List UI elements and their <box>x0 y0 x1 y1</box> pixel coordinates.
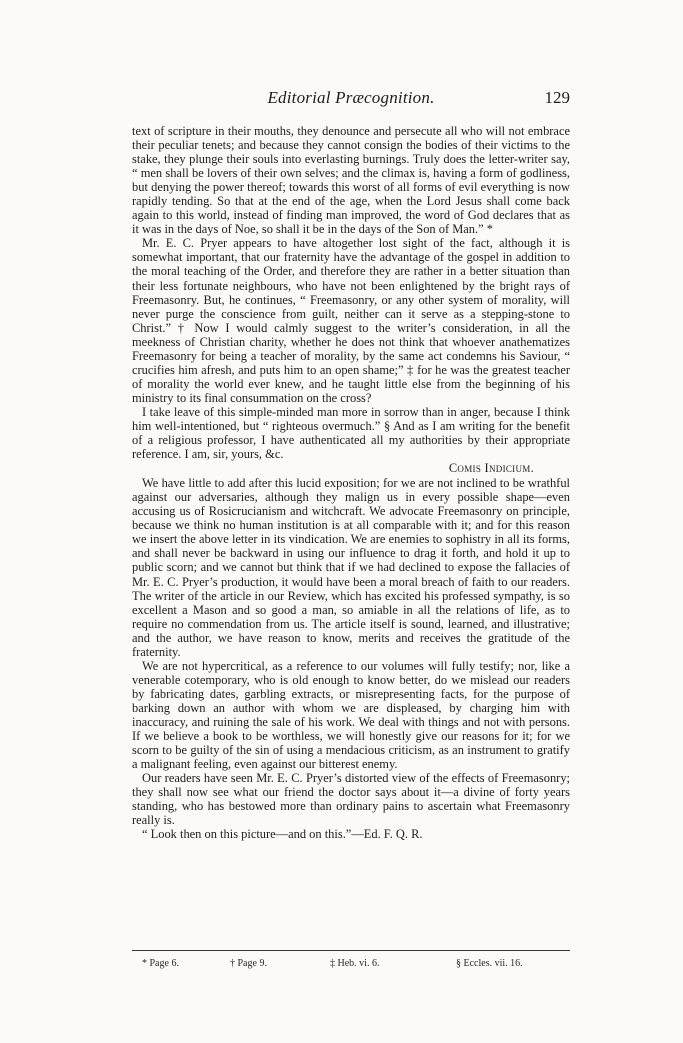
letter-signature: Comis Indicium. <box>448 461 534 476</box>
page-number: 129 <box>544 88 570 107</box>
footnote: * Page 6. <box>142 958 179 969</box>
paragraph-not-hypercritical: We are not hypercritical, as a reference to our volumes will fully testify; nor, like a venerable cotemporary, who is old enough to know better, do we mislead our readers by fabricating dates, garbling extracts, or misrepresenting facts, for the purpose of barking down an author with whom we are displeased, by charging him with inaccuracy, and ruining the sale of his work. We deal with things and not with persons. If we believe a book to be worthless, we will honestly give our reasons for it; for we scorn to be guilty of the sin of using a mendacious criticism, as an instrument to gratify a malignant feeling, even against our bitterest enemy. <box>132 658 570 772</box>
paragraph-pryer-gospel: Mr. E. C. Pryer appears to have altogether lost sight of the fact, although it is somewhat important, that our fraternity have the advantage of the gospel in addition to the moral teaching of the Order, and therefore they are rather in a better situation than their less fortunate neighbours, who have not been enlightened by the bright rays of Freemasonry. But, he continues, “ Freemasonry, or any other system of morality, will never purge the conscience from guilt, neither can it serve as a stepping-stone to Christ.” † Now I would calmly suggest to the writer’s consideration, in all the meekness of Christian charity, whether he does not think that whoever anathematizes Freemasonry for being a teacher of morality, by the same act condemns his Saviour, “ crucifies him afresh, and puts him to an open shame;” ‡ for he was the greatest teacher of morality the world ever knew, and he taught little else from the beginning of his ministry to its final consummation on the cross? <box>132 236 570 405</box>
footnote-rule <box>132 950 570 951</box>
paragraph-readers-have-seen: Our readers have seen Mr. E. C. Pryer’s distorted view of the effects of Freemasonry; they shall now see what our friend the doctor says about it—a divine of forty years standing, who has bestowed more than ordinary pains to ascertain what Freemasonry really is. <box>132 771 570 828</box>
page-header <box>132 88 570 112</box>
running-title: Editorial Præcognition. <box>267 88 435 107</box>
footnote: † Page 9. <box>230 958 267 969</box>
footnote: ‡ Heb. vi. 6. <box>330 958 380 969</box>
paragraph-leave: I take leave of this simple-minded man more in sorrow than in anger, because I think him well-intentioned, but “ righteous overmuch.” § And as I am writing for the benefit of a religious professor, I have authenticated all my authorities by their appropriate reference. I am, sir, yours, &c. <box>132 404 570 462</box>
footnote: § Eccles. vii. 16. <box>456 958 523 969</box>
paragraph-closing-quote: “ Look then on this picture—and on this.”—Ed. F. Q. R. <box>142 827 423 842</box>
paragraph-editorial-response: We have little to add after this lucid exposition; for we are not inclined to be wrathful against our adversaries, although they malign us in every possible shape—even accusing us of Rosicrucianism and witchcraft. We advocate Freemasonry on principle, because we think no human institution is at all comparable with it; and for this reason we insert the above letter in its vindication. We are enemies to sophistry in all its forms, and shall never be backward in using our influence to drag it forth, and hold it up to public scorn; and we cannot but think that if we had declined to expose the fallacies of Mr. E. C. Pryer’s production, it would have been a moral breach of faith to our readers. The writer of the article in our Review, which has excited his professed sympathy, is so excellent a Mason and so good a man, so amiable in all the relations of life, as to require no commendation from us. The article itself is sound, learned, and illustrative; and the author, we have reason to know, merits and receives the gratitude of the fraternity. <box>132 476 570 659</box>
footnotes <box>142 958 570 972</box>
paragraph-continuation: text of scripture in their mouths, they denounce and persecute all who will not embrace their peculiar tenets; and because they cannot consign the bodies of their victims to the stake, they plunge their souls into everlasting burnings. Truly does the letter-writer say, “ men shall be lovers of their own selves; and the climax is, having a form of godliness, but denying the power thereof; towards this worst of all forms of evil everything is now rapidly tending. So that at the end of the age, when the Lord Jesus shall come back again to this world, instead of finding man improved, the word of God declares that as it was in the days of Noe, so shall it be in the days of the Son of Man.” * <box>132 124 570 237</box>
body-text <box>132 124 570 841</box>
